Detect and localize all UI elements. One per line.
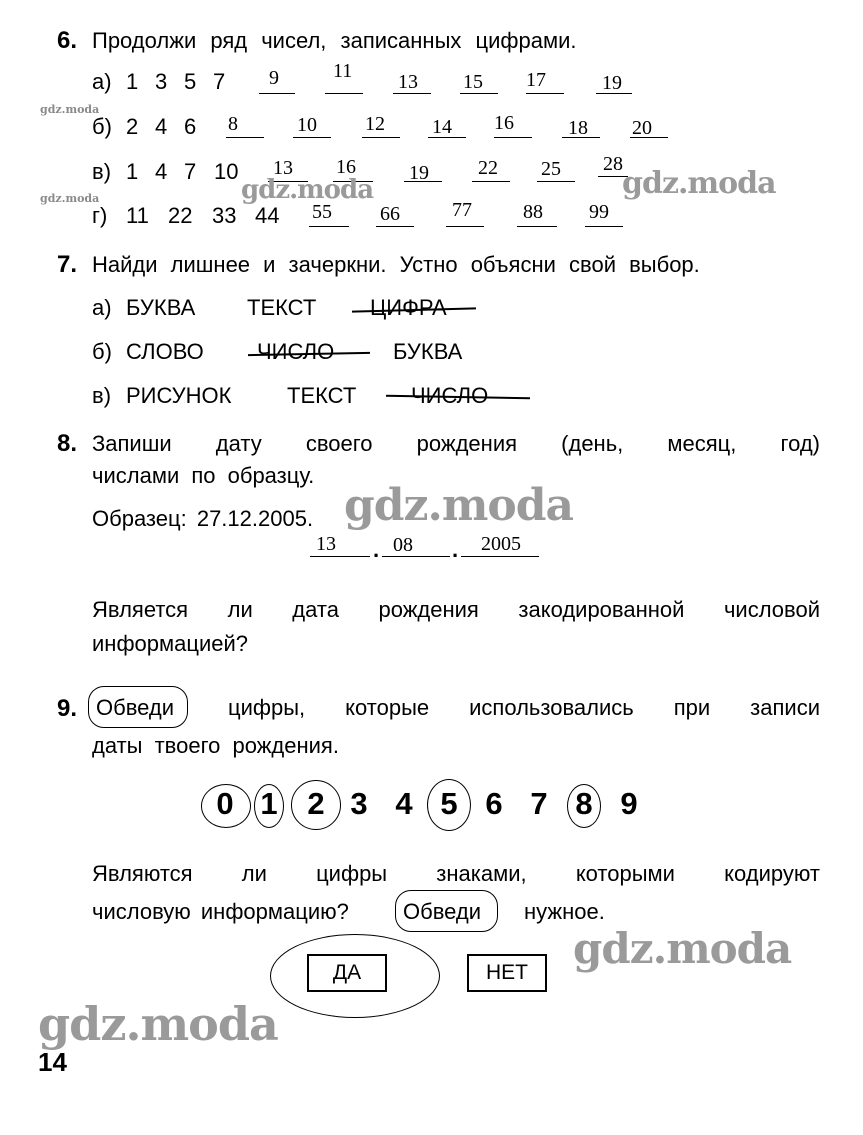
given-number: 33 (212, 203, 237, 228)
digit-4: 4 (395, 786, 413, 821)
day-line (310, 556, 370, 557)
given-number: 22 (168, 203, 193, 228)
task-text-line-1 (228, 695, 820, 721)
answer-number: 17 (526, 69, 546, 91)
watermark: gdz.moda (38, 997, 278, 1051)
answer-number: 77 (452, 199, 472, 221)
task-text (92, 28, 640, 54)
digit-3: 3 (350, 786, 368, 821)
word: дата (292, 597, 339, 622)
answer-number: 13 (398, 71, 418, 93)
digit-2: 2 (307, 786, 325, 821)
answer-number: 13 (273, 157, 293, 179)
row-label: в) (92, 159, 112, 184)
digit-8: 8 (575, 786, 593, 821)
row-label: а) (92, 69, 112, 94)
answer-number: 28 (603, 153, 623, 175)
question-line-2: информацией? (92, 631, 249, 656)
given-number: 44 (255, 203, 280, 228)
answer-line (362, 137, 400, 138)
answer-line (226, 137, 264, 138)
month-value: 08 (393, 534, 413, 556)
row-label: в) (92, 383, 112, 408)
word: Запиши (92, 431, 172, 456)
given-number: 5 (184, 69, 197, 94)
crossed-out-word: ЧИСЛО (257, 339, 335, 364)
answer-number: 99 (589, 201, 609, 223)
word: ТЕКСТ (287, 383, 357, 408)
answer-number: 25 (541, 158, 561, 180)
question-line-2-start: числовую информацию? (92, 899, 349, 924)
answer-line (325, 93, 363, 94)
answer-number: 10 (297, 114, 317, 136)
watermark: gdz.moda (40, 192, 100, 205)
given-number: 1 (126, 69, 139, 94)
answer-number: 19 (409, 162, 429, 184)
crossed-out-word: ЧИСЛО (411, 383, 489, 408)
answer-number: 20 (632, 117, 652, 139)
word: знаками, (436, 861, 527, 886)
task-number: 8. (57, 430, 78, 457)
digit-5: 5 (440, 786, 458, 821)
task-text-line-2: даты твоего рождения. (92, 733, 339, 758)
circled-word: Обведи (403, 899, 482, 924)
answer-line (293, 137, 331, 138)
given-number: 11 (126, 203, 149, 228)
word: цифры, (228, 695, 306, 720)
crossed-out-word: ЦИФРА (370, 295, 447, 320)
answer-number: 16 (494, 112, 514, 134)
row-label: б) (92, 339, 112, 364)
watermark: gdz.moda (573, 924, 792, 973)
question-line-2-end: нужное. (524, 899, 605, 924)
word: рождения (378, 597, 479, 622)
answer-yes-box: ДА (307, 954, 387, 992)
given-number: 6 (184, 114, 197, 139)
word: Являются (92, 861, 193, 886)
answer-number: 22 (478, 157, 498, 179)
year-line (461, 556, 539, 557)
answer-line (472, 181, 510, 182)
word: ли (241, 861, 267, 886)
word: РИСУНОК (126, 383, 232, 408)
task-text-content: Продолжи ряд чисел, записанных цифрами. (92, 28, 577, 53)
answer-line (526, 93, 564, 94)
task-text-line-2: числами по образцу. (92, 463, 315, 488)
digit-9: 9 (620, 786, 638, 821)
separator-dot: . (452, 537, 459, 562)
word: которыми (575, 861, 675, 886)
word: при (673, 695, 711, 720)
row-label: б) (92, 114, 112, 139)
question-line-1 (92, 861, 820, 887)
digit-1: 1 (260, 786, 278, 821)
watermark: gdz.moda (622, 166, 776, 201)
answer-number: 66 (380, 203, 400, 225)
separator-dot: . (373, 537, 380, 562)
task-number: 9. (57, 695, 78, 722)
given-number: 10 (214, 159, 239, 184)
given-number: 4 (155, 114, 168, 139)
answer-line (309, 226, 349, 227)
answer-line (585, 226, 623, 227)
word: кодируют (724, 861, 820, 886)
answer-number: 15 (463, 71, 483, 93)
word: рождения (416, 431, 518, 456)
answer-number: 88 (523, 201, 543, 223)
answer-line (259, 93, 295, 94)
task-text: Найди лишнее и зачеркни. Устно объясни свой выбор. (92, 252, 700, 277)
row-label: г) (92, 203, 108, 228)
digit-0: 0 (216, 786, 234, 821)
day-value: 13 (316, 533, 336, 555)
word: записи (750, 695, 820, 720)
task-number: 7. (57, 251, 78, 278)
answer-number: 11 (333, 60, 353, 82)
word: которые (345, 695, 430, 720)
word: дату (215, 431, 262, 456)
given-number: 2 (126, 114, 139, 139)
answer-number: 14 (432, 116, 452, 138)
word: СЛОВО (126, 339, 204, 364)
answer-number: 8 (228, 113, 238, 135)
given-number: 3 (155, 69, 168, 94)
word: цифры (316, 861, 388, 886)
given-number: 7 (213, 69, 226, 94)
watermark: gdz.moda (241, 175, 374, 205)
answer-line (494, 137, 532, 138)
word: своего (305, 431, 373, 456)
answer-line (446, 226, 484, 227)
word: месяц, (667, 431, 737, 456)
word: БУКВА (126, 295, 196, 320)
word: год) (780, 431, 820, 456)
digit-7: 7 (530, 786, 548, 821)
answer-number: 55 (312, 201, 332, 223)
answer-line (517, 226, 557, 227)
word: (день, (561, 431, 624, 456)
word: БУКВА (393, 339, 463, 364)
task-number: 6. (57, 27, 78, 54)
watermark: gdz.moda (344, 480, 574, 531)
digit-6: 6 (485, 786, 503, 821)
given-number: 4 (155, 159, 168, 184)
watermark: gdz.moda (40, 103, 100, 116)
word: числовой (723, 597, 820, 622)
answer-number: 16 (336, 156, 356, 178)
page-number: 14 (38, 1047, 67, 1077)
word: использовались (469, 695, 634, 720)
word: ТЕКСТ (247, 295, 317, 320)
given-number: 1 (126, 159, 139, 184)
answer-number: 19 (602, 72, 622, 94)
answer-number: 12 (365, 113, 385, 135)
word: Является (92, 597, 189, 622)
word: ли (227, 597, 253, 622)
answer-line (537, 181, 575, 182)
row-label: а) (92, 295, 112, 320)
year-value: 2005 (481, 533, 521, 555)
question-line-1 (92, 597, 820, 623)
word: закодированной (518, 597, 685, 622)
answer-no-box: НЕТ (467, 954, 547, 992)
given-number: 7 (184, 159, 197, 184)
answer-line (376, 226, 414, 227)
task-text-line-1 (92, 431, 820, 457)
answer-number: 9 (269, 67, 279, 89)
answer-number: 18 (568, 117, 588, 139)
sample-date: Образец: 27.12.2005. (92, 506, 314, 531)
circled-word: Обведи (96, 695, 175, 720)
